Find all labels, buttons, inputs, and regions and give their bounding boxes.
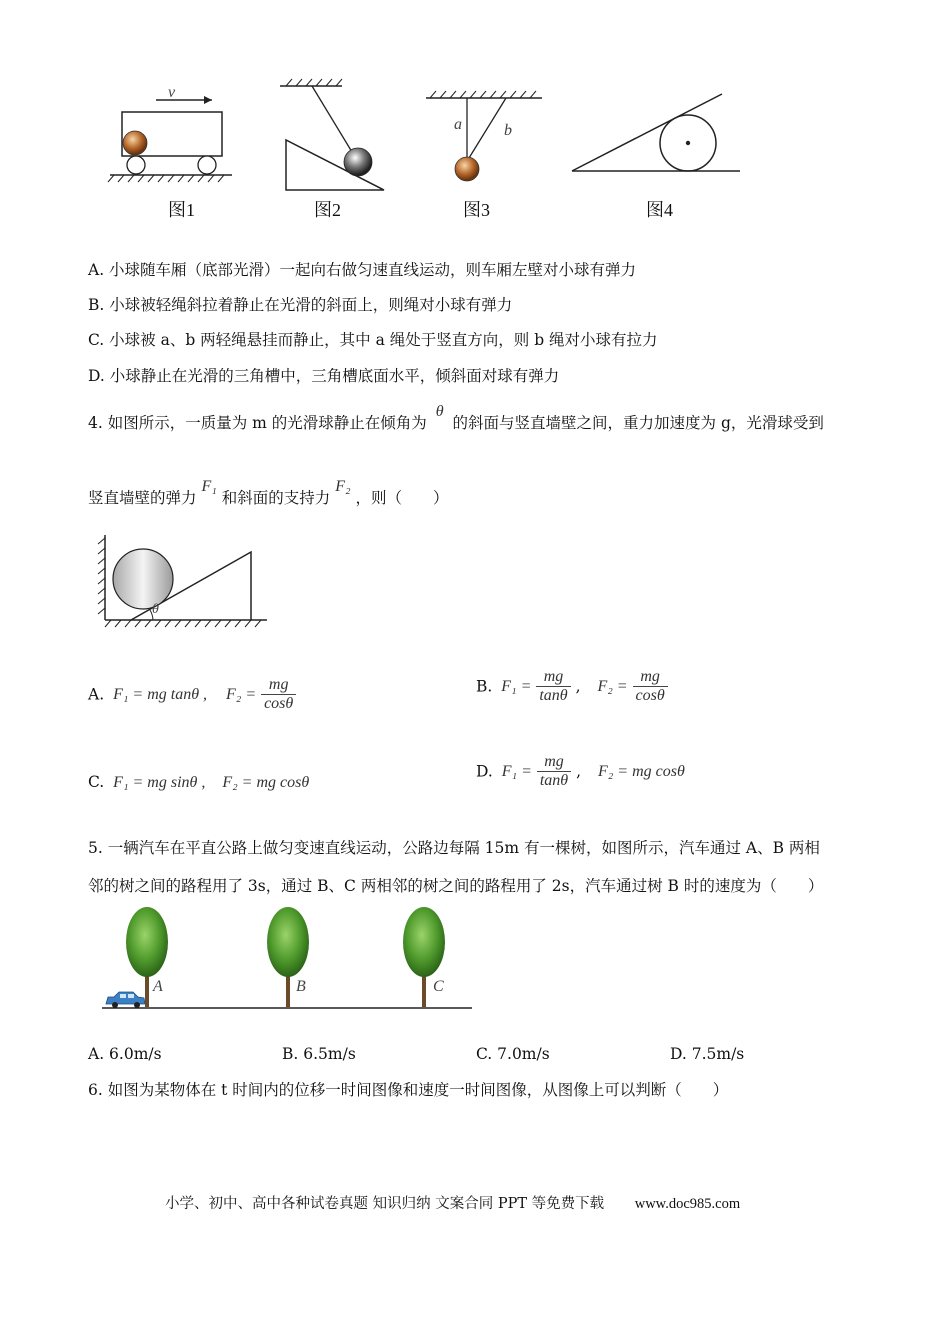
q4-option-a: [88, 676, 296, 713]
q4-option-d-f1-lhs: F₁ =: [501, 762, 532, 780]
q3-option-c: C. 小球被 a、b 两轻绳悬挂而静止，其中 a 绳处于竖直方向，则 b 绳对小球有拉力: [88, 331, 658, 349]
tree-label-a: A: [153, 978, 163, 995]
q5-option-a: A. 6.0m/s: [88, 1045, 162, 1063]
q4-option-a-f2-numerator: mg: [261, 676, 296, 695]
q4-option-c-f2: F₂ = mg cosθ: [222, 774, 310, 791]
q4-option-d-f1-denominator: tanθ: [539, 772, 569, 789]
q4-option-b-f1-lhs: F₁ =: [501, 677, 532, 695]
q5-option-b: B. 6.5m/s: [282, 1045, 356, 1063]
q5-stem-line2: 邻的树之间的路程用了 3s，通过 B、C 两相邻的树之间的路程用了 2s，汽车通过树 B 时的速度为（ ）: [88, 877, 824, 895]
q5-figure-trees-road: [100, 904, 475, 1014]
q4-option-b: [476, 668, 668, 705]
fig3-rope-b-label: b: [504, 122, 512, 139]
q4-option-b-f2-denominator: cosθ: [635, 687, 665, 704]
tree-label-c: C: [433, 978, 444, 995]
figure-1-cart: [108, 96, 232, 182]
figure-caption-4: 图4: [646, 200, 673, 220]
figure-caption-2: 图2: [314, 200, 341, 220]
figure-caption-3: 图3: [463, 200, 490, 220]
q4-option-a-f1: F₁ = mg tanθ ,: [113, 685, 208, 703]
q4-stem-part1: 4. 如图所示，一质量为 m 的光滑球静止在倾角为: [88, 414, 427, 432]
footer-url-link[interactable]: www.doc985.com: [634, 1196, 741, 1212]
figure-caption-1: 图1: [168, 200, 195, 220]
q4-option-a-f2-lhs: F₂ =: [226, 685, 257, 703]
q5-stem-line1: 5. 一辆汽车在平直公路上做匀变速直线运动，公路边每隔 15m 有一棵树，如图所示，汽车通过 A、B 两相: [88, 839, 820, 857]
q4-stem-part3: 竖直墙壁的弹力: [88, 489, 197, 507]
q4-stem-part4: 和斜面的支持力: [221, 489, 331, 507]
q4-option-b-f1-fraction: [536, 668, 570, 705]
q4-f2-symbol: F₂: [335, 478, 351, 495]
figure-4-triangle-groove: [572, 94, 740, 171]
q4-option-a-label: A.: [88, 685, 105, 704]
q4-f1-symbol: F₁: [201, 478, 217, 495]
car-icon: [106, 992, 145, 1008]
fig3-rope-a-label: a: [454, 116, 462, 133]
q4-option-b-f1-denominator: tanθ: [539, 687, 568, 704]
q4-option-a-f2-fraction: [261, 676, 296, 713]
q4-option-d-f2: F₂ = mg cosθ: [597, 762, 685, 780]
q4-theta-symbol: θ: [435, 403, 444, 420]
q4-stem-line1: [88, 403, 824, 434]
q3-option-d: D. 小球静止在光滑的三角槽中，三角槽底面水平，倾斜面对球有弹力: [88, 367, 560, 385]
q4-stem-line2: [88, 478, 449, 509]
q4-stem-part5: ，则（ ）: [355, 489, 449, 507]
q4-option-d-f1-fraction: [537, 753, 571, 790]
page-footer: [165, 1192, 740, 1213]
footer-text: 小学、初中、高中各种试卷真题 知识归纳 文案合同 PPT 等免费下载: [165, 1196, 605, 1212]
q4-option-c: [88, 773, 309, 792]
figure-2-incline-rope: [280, 79, 384, 190]
q4-option-d-f1-numerator: mg: [537, 753, 571, 772]
q4-figure-angle-label: θ: [152, 602, 159, 617]
tree-label-b: B: [296, 978, 306, 995]
q4-stem-part2: 的斜面与竖直墙壁之间，重力加速度为 g，光滑球受到: [452, 414, 824, 432]
q3-option-a: A. 小球随车厢（底部光滑）一起向右做匀速直线运动，则车厢左壁对小球有弹力: [88, 261, 637, 279]
q4-option-a-f2-denominator: cosθ: [264, 695, 294, 712]
q5-option-d: D. 7.5m/s: [670, 1045, 745, 1063]
q4-figure-ball-wall-incline: [95, 530, 275, 635]
q4-option-b-f2-lhs: F₂ =: [597, 677, 628, 695]
q4-option-b-f1-numerator: mg: [536, 668, 570, 687]
q4-option-b-f2-numerator: mg: [633, 668, 668, 687]
q4-option-d-comma: ,: [576, 762, 582, 781]
q4-option-d-label: D.: [476, 762, 493, 781]
q5-option-c: C. 7.0m/s: [476, 1045, 550, 1063]
q4-option-c-label: C.: [88, 773, 105, 791]
q3-option-b: B. 小球被轻绳斜拉着静止在光滑的斜面上，则绳对小球有弹力: [88, 296, 513, 314]
q4-option-d: [476, 753, 685, 790]
q4-option-b-f2-fraction: [633, 668, 668, 705]
q4-option-c-f1: F₁ = mg sinθ ,: [113, 774, 206, 791]
fig1-velocity-label: v: [168, 84, 176, 101]
figure-3-two-ropes: [426, 91, 542, 181]
q4-option-b-comma: ,: [575, 677, 581, 696]
q4-option-b-label: B.: [476, 677, 493, 696]
q6-stem-line1: 6. 如图为某物体在 t 时间内的位移一时间图像和速度一时间图像，从图像上可以判断（ ）: [88, 1081, 729, 1099]
